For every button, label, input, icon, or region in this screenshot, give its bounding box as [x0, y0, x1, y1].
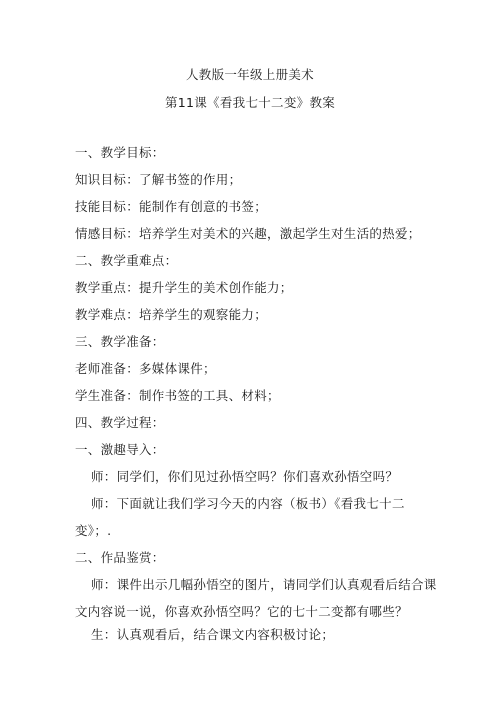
body-line: 师：下面就让我们学习今天的内容（板书）《看我七十二: [91, 496, 405, 511]
body-line: 师：课件出示几幅孙悟空的图片，请同学们认真观看后结合课: [91, 577, 437, 592]
subsection-heading-intro: 一、激趣导入：: [75, 442, 165, 457]
body-line: 技能目标：能制作有创意的书签；: [75, 199, 268, 214]
body-line: 老师准备：多媒体课件；: [75, 361, 216, 376]
body-line: 教学重点：提升学生的美术创作能力；: [75, 280, 293, 295]
section-heading-process: 四、教学过程：: [75, 415, 165, 430]
body-line: 文内容说一说，你喜欢孙悟空吗？它的七十二变都有哪些？: [75, 604, 408, 619]
section-heading-objectives: 一、教学目标：: [75, 145, 165, 160]
body-line: 学生准备：制作书签的工具、材料；: [75, 388, 280, 403]
lesson-title: 第11课《看我七十二变》教案: [164, 95, 336, 110]
section-heading-preparation: 三、教学准备：: [75, 334, 165, 349]
body-line: 变》；.: [75, 523, 112, 538]
body-line: 教学难点：培养学生的观察能力；: [75, 307, 268, 322]
body-line: 情感目标：培养学生对美术的兴趣，激起学生对生活的热爱；: [75, 226, 421, 241]
body-line: 生：认真观看后，结合课文内容积极讨论；: [91, 627, 335, 642]
section-heading-key-points: 二、教学重难点：: [75, 253, 178, 268]
body-line: 师：同学们，你们见过孙悟空吗？你们喜欢孙悟空吗？: [91, 469, 399, 484]
document-title: 人教版一年级上册美术: [185, 67, 314, 82]
subsection-heading-appreciation: 二、作品鉴赏：: [75, 550, 165, 565]
body-line: 知识目标：了解书签的作用；: [75, 172, 242, 187]
